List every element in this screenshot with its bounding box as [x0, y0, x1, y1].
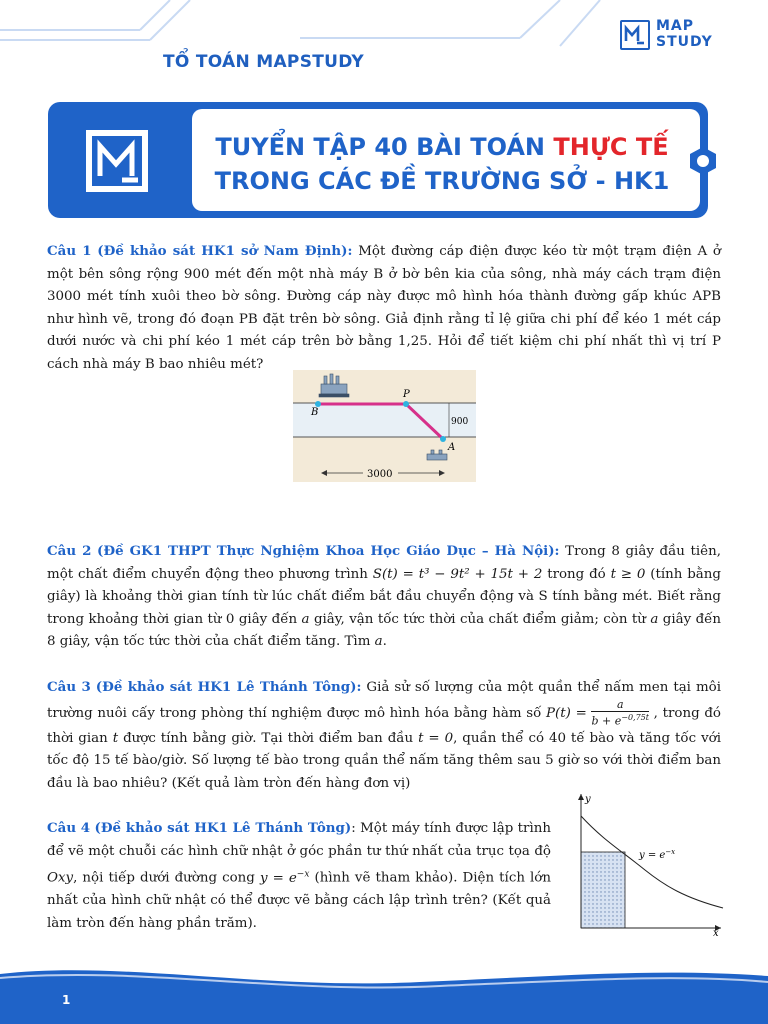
question-4: Câu 4 (Đề khảo sát HK1 Lê Thánh Tông): Một máy tính được lập trình để vẽ một chuỗi các hình chữ nhật ở góc phần tư thứ nhất của trục tọa độ Oxy, nội tiếp dưới đường cong $y = e^{-x}$ (hình vẽ tham khảo). Diện tích lớn nhất của hình chữ nhật có thể được vẽ bằng cách lập trình trên? (Kết quả làm tròn đến hàng phần trăm).: [47, 820, 551, 931]
point-a: [440, 436, 446, 442]
axis-x-label: x: [713, 928, 719, 938]
motion-equation: S(t) = t³ − 9t² + 15t + 2: [372, 566, 543, 582]
banner-logo-icon: [86, 130, 148, 192]
banner-title-line2: TRONG CÁC ĐỀ TRƯỜNG SỞ - HK1: [214, 167, 670, 195]
mapstudy-logo: [620, 20, 730, 60]
exponential-curve-figure: [555, 790, 727, 938]
point-p: [403, 401, 409, 407]
footer-wave: [0, 960, 768, 1024]
title-banner: [48, 102, 718, 218]
question-1-source: (Đề khảo sát HK1 sở Nam Định):: [97, 243, 353, 259]
page-number: 1: [62, 993, 71, 1007]
river-area: [293, 403, 476, 437]
banner-title-line1: TUYỂN TẬP 40 BÀI TOÁN THỰC TẾ: [215, 133, 669, 161]
population-formula: P(t) = $\frac{a}{b + e^{-0,75t}}$: [546, 698, 649, 728]
banner-title-box: [192, 109, 700, 211]
question-2: Câu 2 (Đề GK1 THPT Thực Nghiệm Khoa Học Giáo Dục – Hà Nội): Trong 8 giây đầu tiên, một chất điểm chuyển động theo phương trình S(t) = t³ − 9t² + 15t + 2 trong đó t ≥ 0 (tính bằng giây) là khoảng thời gian tính từ lúc chất điểm bắt đầu chuyển động và S tính bằng mét. Biết rằng trong khoảng thời gian từ 0 giây đến a giây, vận tốc tức thời của chất điểm giảm; còn từ a giây đến 8 giây, vận tốc tức thời của chất điểm tăng. Tìm a.: [47, 543, 722, 649]
brand-title: TỔ TOÁN MAPSTUDY: [163, 52, 365, 72]
label-p: P: [403, 389, 410, 400]
logo-text: MAP STUDY: [656, 18, 713, 50]
distance-label: 3000: [367, 469, 393, 480]
inscribed-rectangle: [581, 852, 625, 928]
river-cable-figure: [293, 370, 476, 482]
hexagon-nut-icon: [688, 146, 718, 176]
logo-m-icon: [620, 20, 650, 50]
label-b: B: [311, 407, 319, 418]
width-label: 900: [451, 417, 469, 427]
question-1: [47, 240, 721, 376]
curve-label: $y = e^{-x}$: [639, 848, 676, 861]
axis-y-label: y: [585, 794, 591, 805]
question-3: Câu 3 (Đề khảo sát HK1 Lê Thánh Tông): Giả sử số lượng của một quần thể nấm men tại môi trường nuôi cấy trong phòng thí nghiệm được mô hình hóa bằng hàm số P(t) = $\frac{a}{b + e^{-0,75t}}$ , trong đó thời gian t được tính bằng giờ. Tại thời điểm ban đầu t = 0, quần thể có 40 tế bào và tăng tốc với tốc độ 15 tế bào/giờ. Số lượng tế bào trong quần thể nấm tăng thêm sau 5 giờ so với thời điểm ban đầu là bao nhiêu? (Kết quả làm tròn đến hàng đơn vị): [47, 678, 721, 791]
label-a: A: [448, 442, 456, 453]
question-1-body: Một đường cáp điện được kéo từ một trạm điện A ở một bên sông rộng 900 mét đến một nhà máy B ở bờ bên kia của sông, nhà máy cách trạm điện 3000 mét tính xuôi theo bờ sông. Đường cáp này được mô hình hóa thành đường gấp khúc APB như hình vẽ, trong đó đoạn PB đặt trên bờ sông. Giả định rằng tỉ lệ giữa chi phí để kéo 1 mét cáp dưới nước và chi phí kéo 1 mét cáp trên bờ bằng 1,25. Hỏi để tiết kiệm chi phí nhất thì vị trí P cách nhà máy B bao nhiêu mét?: [47, 244, 721, 372]
question-1-head: Câu 1: [47, 243, 92, 259]
